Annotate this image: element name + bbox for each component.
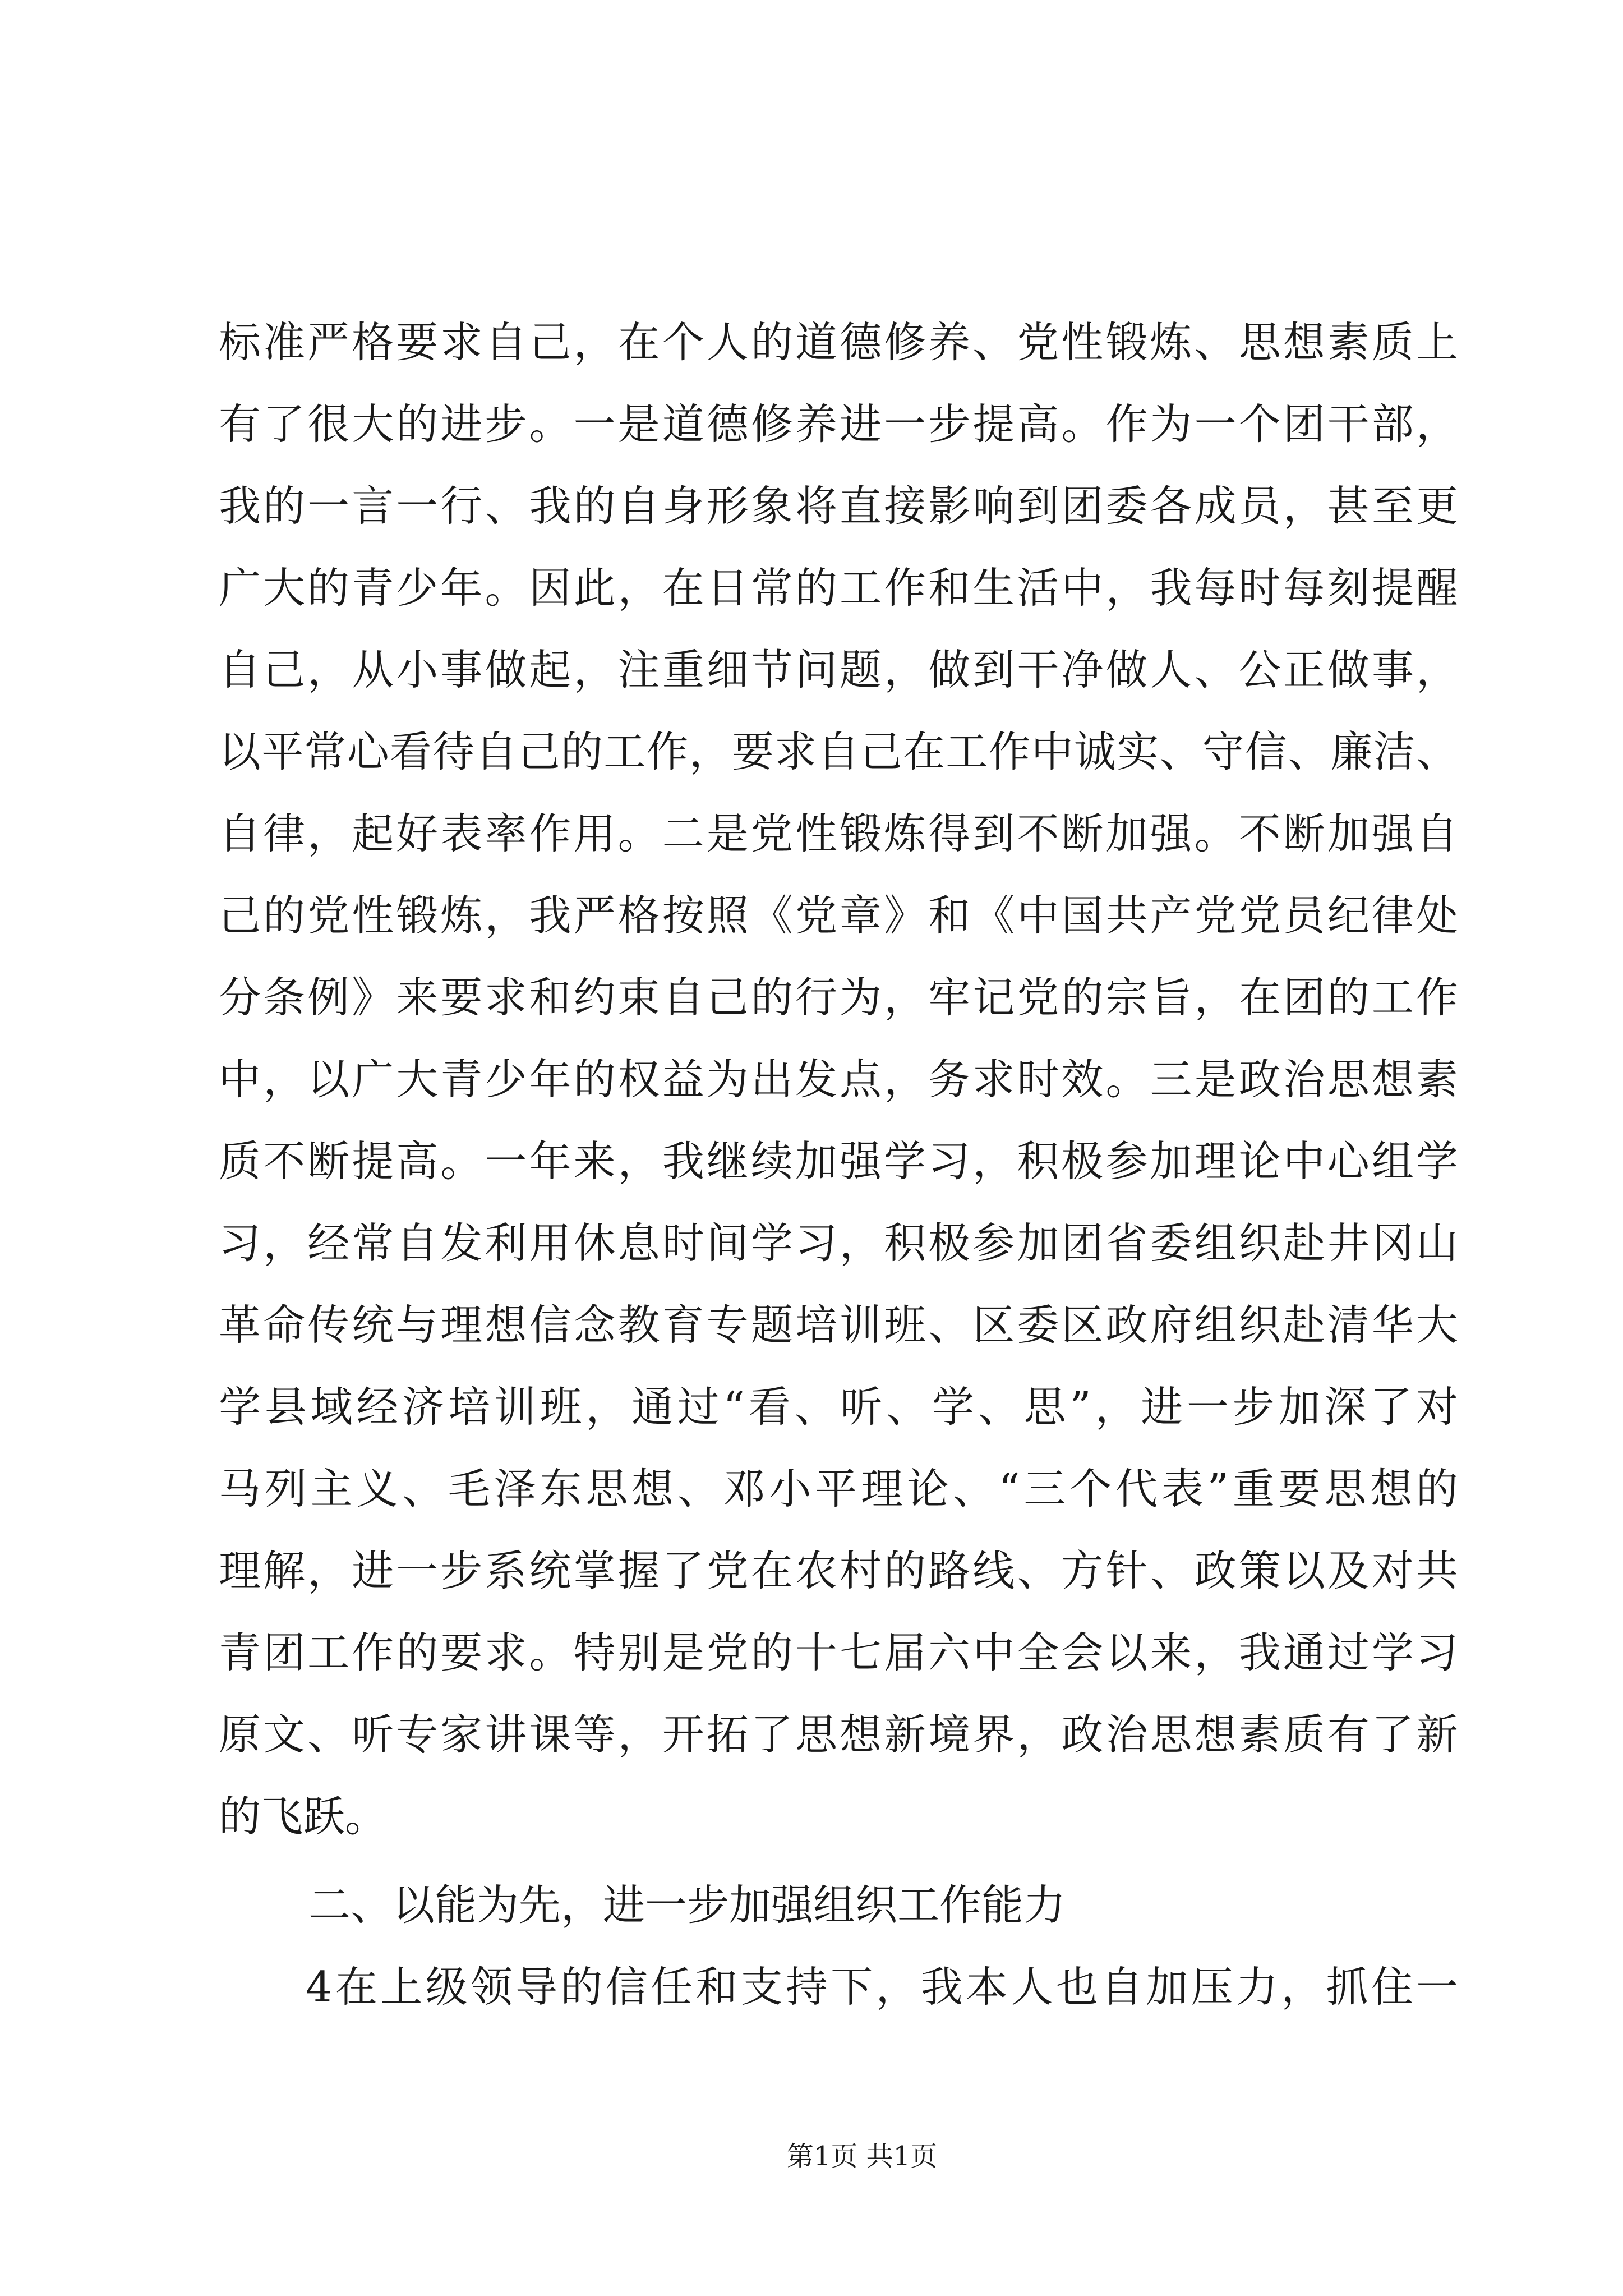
document-body (219, 301, 1458, 2028)
text-line: 自律，起好表率作用。二是党性锻炼得到不断加强。不断加强自 (219, 809, 1458, 858)
text-line: 我的一言一行、我的自身形象将直接影响到团委各成员，甚至更 (219, 481, 1458, 531)
text-line: 自己，从小事做起，注重细节问题，做到干净做人、公正做事， (219, 645, 1458, 694)
text-line: 习，经常自发利用休息时间学习，积极参加团省委组织赴井冈山 (219, 1218, 1458, 1268)
text-line: 标准严格要求自己，在个人的道德修养、党性锻炼、思想素质上 (219, 318, 1458, 367)
text-line: 原文、听专家讲课等，开拓了思想新境界，政治思想素质有了新 (219, 1710, 1458, 1759)
text-line: 分条例》来要求和约束自己的行为，牢记党的宗旨，在团的工作 (219, 973, 1458, 1022)
text-line: 己的党性锻炼，我严格按照《党章》和《中国共产党党员纪律处 (219, 891, 1458, 940)
text-line-paragraph-end: 的飞跃。 (219, 1792, 388, 1841)
text-line: 中，以广大青少年的权益为出发点，务求时效。三是政治思想素 (219, 1055, 1458, 1104)
page-footer: 第1页 共1页 (786, 2141, 938, 2172)
text-line: 有了很大的进步。一是道德修养进一步提高。作为一个团干部， (219, 399, 1458, 449)
text-line: 以平常心看待自己的工作，要求自己在工作中诚实、守信、廉洁、 (219, 727, 1458, 776)
text-line: 质不断提高。一年来，我继续加强学习，积极参加理论中心组学 (219, 1137, 1458, 1186)
text-line: 青团工作的要求。特别是党的十七届六中全会以来，我通过学习 (219, 1628, 1458, 1677)
text-line: 革命传统与理想信念教育专题培训班、区委区政府组织赴清华大 (219, 1300, 1458, 1350)
text-line: 理解，进一步系统掌握了党在农村的路线、方针、政策以及对共 (219, 1546, 1458, 1595)
text-line: 学县域经济培训班，通过“看、听、学、思”，进一步加深了对 (219, 1382, 1458, 1432)
section-heading: 二、以能为先，进一步加强组织工作能力 (308, 1880, 1066, 1930)
text-line: 马列主义、毛泽东思想、邓小平理论、“三个代表”重要思想的 (219, 1464, 1458, 1513)
text-line-paragraph-start: 4在上级领导的信任和支持下，我本人也自加压力，抓住一 (306, 1962, 1458, 2012)
text-line: 广大的青少年。因此，在日常的工作和生活中，我每时每刻提醒 (219, 563, 1458, 613)
